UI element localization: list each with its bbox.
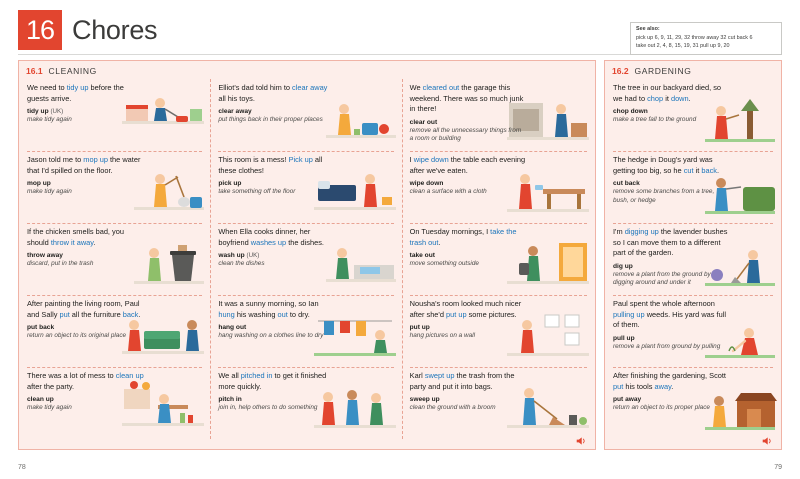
entry xyxy=(402,223,595,295)
example-sentence: We need to tidy up before the guests arrive. xyxy=(27,83,124,103)
headword: hang out xyxy=(218,324,247,332)
see-also-line-1: pick up 6, 9, 11, 29, 32 throw away 32 cut back 6 xyxy=(636,34,753,41)
entry xyxy=(402,295,595,367)
headword: clean up xyxy=(27,396,54,404)
headword: clear out xyxy=(409,118,438,126)
page-header xyxy=(18,10,157,50)
audio-icon-right[interactable] xyxy=(761,433,773,443)
entry xyxy=(19,367,210,439)
definition: return an object to its proper place xyxy=(613,404,710,412)
example-sentence: I wipe down the table each evening after we've eaten. xyxy=(409,155,526,175)
example-sentence: Elliot's dad told him to clear away all his toys. xyxy=(218,83,328,103)
see-also-box xyxy=(630,22,782,55)
headword: pitch in xyxy=(218,396,242,404)
see-also-line-2: take out 2, 4, 8, 15, 19, 31 pull up 9, 20 xyxy=(636,42,730,49)
example-sentence: Nousha's room looked much nicer after she'd put up some pictures. xyxy=(409,299,522,319)
entry xyxy=(402,367,595,439)
example-sentence: When Ella cooks dinner, her boyfriend washes up the dishes. xyxy=(218,227,324,247)
entry xyxy=(210,79,401,151)
example-sentence: This room is a mess! Pick up all these clothes! xyxy=(218,155,323,175)
page-title: Chores xyxy=(72,14,158,45)
definition: discard, put in the trash xyxy=(27,260,94,268)
example-sentence: It was a sunny morning, so Ian hung his washing out to dry. xyxy=(218,299,319,319)
entry xyxy=(605,151,781,223)
definition: put things back in their proper places xyxy=(218,116,323,124)
entry xyxy=(19,79,210,151)
example-sentence: On Tuesday mornings, I take the trash out. xyxy=(409,227,517,247)
section-name: GARDENING xyxy=(634,66,692,76)
section-number: 16.1 xyxy=(26,66,43,76)
example-sentence: The hedge in Doug's yard was getting too big, so he cut it back. xyxy=(613,155,720,175)
headword: mop up xyxy=(27,180,51,188)
entry xyxy=(402,79,595,151)
example-sentence: We all pitched in to get it finished more quickly. xyxy=(218,371,327,391)
entry xyxy=(605,223,781,295)
column-gardening xyxy=(605,79,781,439)
headword: wipe down xyxy=(409,180,444,188)
headword: clear away xyxy=(218,108,252,116)
definition: clean the dishes xyxy=(218,260,265,268)
example-sentence: The tree in our backyard died, so we had to chop it down. xyxy=(613,83,722,103)
section-number: 16.2 xyxy=(612,66,629,76)
definition: make tidy again xyxy=(27,188,72,196)
entry xyxy=(402,151,595,223)
example-sentence: After finishing the gardening, Scott put his tools away. xyxy=(613,371,726,391)
audio-icon-left[interactable] xyxy=(575,433,587,443)
entry xyxy=(605,367,781,439)
headword: pick up xyxy=(218,180,242,188)
definition: remove all the unnecessary things from a room or building xyxy=(409,126,522,143)
definition: hang washing on a clothes line to dry xyxy=(218,332,324,340)
example-sentence: Paul spent the whole afternoon pulling up weeds. His yard was full of them. xyxy=(613,299,726,330)
headword: put away xyxy=(613,396,642,404)
entry xyxy=(19,151,210,223)
definition: make a tree fall to the ground xyxy=(613,116,697,124)
headword: put back xyxy=(27,324,55,332)
example-sentence: Karl swept up the trash from the party and put it into bags. xyxy=(409,371,515,391)
definition: make tidy again xyxy=(27,116,72,124)
column-b xyxy=(210,79,401,439)
example-sentence: Jason told me to mop up the water that I'd spilled on the floor. xyxy=(27,155,141,175)
column-c xyxy=(402,79,595,439)
section-heading-gardening xyxy=(605,61,781,79)
section-gardening xyxy=(604,60,782,450)
headword: wash up (UK) xyxy=(218,252,260,260)
entry xyxy=(19,295,210,367)
definition: hang pictures on a wall xyxy=(409,332,476,340)
page-number-right: 79 xyxy=(774,464,782,471)
definition: return an object to its original place xyxy=(27,332,127,340)
definition: remove a plant from the ground by digging around and under it xyxy=(613,270,711,287)
example-sentence: There was a lot of mess to clean up after the party. xyxy=(27,371,144,391)
entry xyxy=(210,295,401,367)
example-sentence: If the chicken smells bad, you should throw it away. xyxy=(27,227,124,247)
definition: make tidy again xyxy=(27,404,72,412)
column-a xyxy=(19,79,210,439)
definition: clean a surface with a cloth xyxy=(409,188,487,196)
definition: move something outside xyxy=(409,260,479,268)
entry xyxy=(19,223,210,295)
section-name: CLEANING xyxy=(48,66,97,76)
headword: tidy up (UK) xyxy=(27,108,64,116)
see-also-title: See also: xyxy=(636,26,660,32)
definition: remove some branches from a tree, bush, or hedge xyxy=(613,188,715,204)
example-sentence: We cleared out the garage this weekend. There was so much junk in there! xyxy=(409,83,524,114)
entry xyxy=(210,223,401,295)
entry xyxy=(210,367,401,439)
section-heading-cleaning xyxy=(19,61,595,79)
headword: dig up xyxy=(613,262,633,270)
entry xyxy=(605,79,781,151)
page-number-left: 78 xyxy=(18,464,26,471)
definition: clean the ground with a broom xyxy=(409,404,496,412)
definition: take something off the floor xyxy=(218,188,296,196)
example-sentence: I'm digging up the lavender bushes so I can move them to a different part of the garden. xyxy=(613,227,728,258)
section-columns xyxy=(19,79,595,439)
definition: remove a plant from ground by pulling xyxy=(613,342,721,350)
headword: throw away xyxy=(27,252,63,260)
section-columns xyxy=(605,79,781,439)
headword: cut back xyxy=(613,180,640,188)
headword: pull up xyxy=(613,334,635,342)
headword: put up xyxy=(409,324,430,332)
headword: sweep up xyxy=(409,396,440,404)
entry xyxy=(210,151,401,223)
example-sentence: After painting the living room, Paul and Sally put all the furniture back. xyxy=(27,299,141,319)
entry xyxy=(605,295,781,367)
section-cleaning xyxy=(18,60,596,450)
headword: take out xyxy=(409,252,435,260)
unit-number: 16 xyxy=(18,10,62,50)
definition: join in, help others to do something xyxy=(218,404,318,412)
headword: chop down xyxy=(613,108,648,116)
